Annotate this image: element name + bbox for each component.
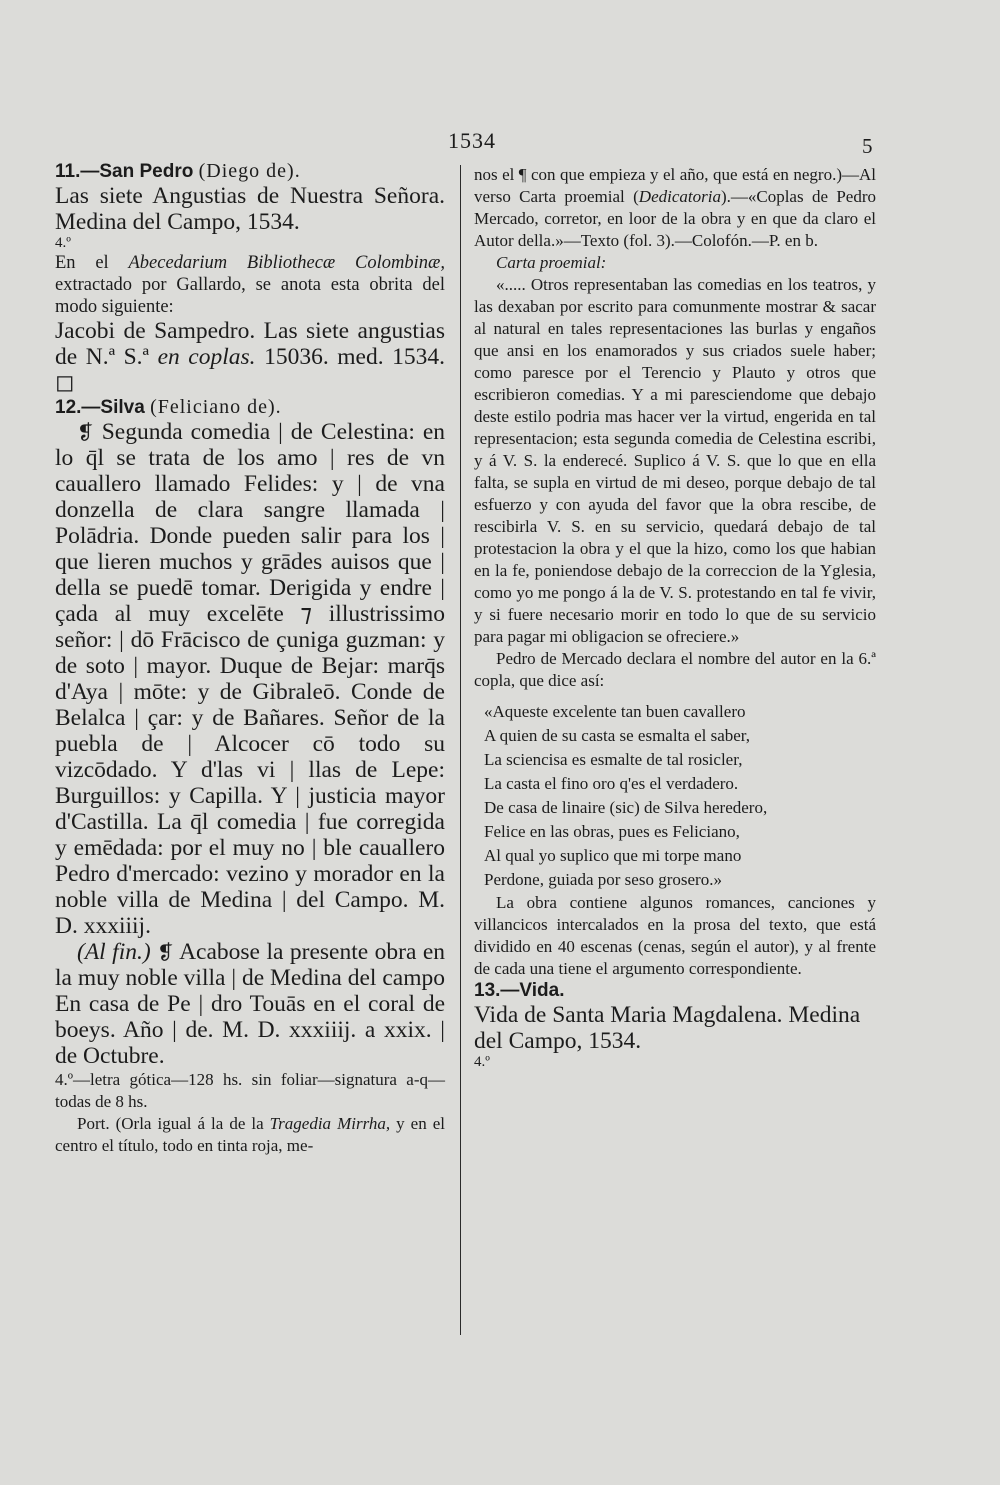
entry-12-format: 4.º—letra gótica—128 hs. sin foliar—signatura a-q—todas de 8 hs. <box>55 1070 445 1111</box>
entry-12-heading <box>55 396 445 419</box>
entry-12-number-name: 12.—Silva <box>55 397 145 418</box>
entry-13-heading: 13.—Vida. <box>474 980 565 1001</box>
port-text-rest: y en el centro el título, todo en tinta roja, me- <box>55 1114 445 1155</box>
entry-12-colophon <box>55 939 445 1069</box>
quote-text: Jacobi de Sampedro. Las siete angustias de N.ª S.ª <box>55 318 445 370</box>
carta-proemial-label: Carta proemial: <box>496 253 607 272</box>
entry-12-title <box>55 419 445 939</box>
entry-11-quote <box>55 318 445 396</box>
running-head-year: 1534 <box>448 128 496 153</box>
port-text: Port. (Orla igual á la de la <box>77 1114 270 1133</box>
port-italic: Tragedia Mirrha, <box>269 1114 391 1133</box>
left-column <box>55 160 445 1157</box>
entry-11-format: 4.º <box>55 235 71 251</box>
note-text-rest: extractado por Gallardo, se anota esta obrita del modo siguiente: <box>55 275 445 317</box>
page-number: 5 <box>862 134 873 158</box>
quote-text-rest: 15036. med. 1534. ◻ <box>55 344 445 396</box>
entry-12-continuation <box>474 164 876 252</box>
entry-11-title: Las siete Angustias de Nuestra Señora. Medina del Campo, 1534. <box>55 183 445 235</box>
verse-line: Perdone, guiada por seso grosero.» <box>484 870 722 889</box>
carta-proemial-text: «..... Otros representaban las comedias en los teatros, y las dexaban por escrito para comunmente mostrar & sacar al natural en tales representaciones las burlas y engaños que ansi en los enamorados y sus criados suele haber; como paresce por el Terencio y Plauto y otros que escribieron comedias. Y a mi paresciendome que debajo deste estilo podria mas hacer ver la virtud, engerida en tal representacion; esta segunda comedia de Celestina escribi, y á V. S. la enderecé. Suplico á V. S. que lo que en ella falta, se supla en virtud de mi deseo, porque debajo de tal esfuerzo y con ayuda del favor que la obra rescibe, de rescibirla V. S. en su servicio, quedará debajo de tal protestacion la obra y el que la hizo, como los que habian en la fe, poniendose debajo de la correccion de la Yglesia, como yo me pongo á la de V. S. protestando en tal fe vivir, y si fuere necesario morir en todo lo que de su servicio para pagar mi obligacion se ofreciere.» <box>474 275 876 646</box>
verse-line: «Aqueste excelente tan buen cavallero <box>484 702 746 721</box>
entry-12-author: (Feliciano de). <box>150 396 282 418</box>
column-divider <box>460 165 461 1335</box>
verse-block <box>474 700 876 892</box>
note-source-title: Abecedarium Bibliothecæ Colombinæ, <box>128 253 446 273</box>
note-text: En el <box>55 253 129 273</box>
right-column <box>474 164 876 1071</box>
quote-italic: en coplas. <box>157 344 256 370</box>
verse-line: De casa de linaire (sic) de Silva heredero, <box>484 798 768 817</box>
entry-13-title: Vida de Santa Maria Magdalena. Medina del Campo, 1534. <box>474 1002 861 1054</box>
verse-line: La sciencisa es esmalte de tal rosicler, <box>484 750 743 769</box>
summary-text: La obra contiene algunos romances, canciones y villancicos intercalados en la prosa del texto, que está dividido en 40 escenas (cenas, según el autor), y al frente de cada una tiene el argumento correspondiente. <box>474 893 876 978</box>
verse-line: La casta el fino oro q'es el verdadero. <box>484 774 739 793</box>
entry-12-port <box>55 1113 445 1157</box>
colophon-label: (Al fin.) <box>77 939 151 965</box>
colophon-text: Acabose la presente obra en la muy noble villa | de Medina del campo En casa de Pe | dro Touās en el coral de boeys. Año | de. M. D. xxxiiij. a xxix. | de Octubre. <box>55 939 446 1069</box>
verse-line: Felice en las obras, pues es Feliciano, <box>484 822 740 841</box>
continuation-italic: Dedicatoria <box>638 187 721 206</box>
pilcrow-icon: ❡ <box>77 420 94 444</box>
entry-12-title-text: Segunda comedia | de Celestina: en lo q̄l se trata de los amo | res de vn cauallero llamado Felides: y | de vna donzella de clara sangre llamada | Polādria. Donde pueden salir para los | que lieren muchos y grādes auisos que | della se puedē tomar. Derigida y endre | çada al muy excelēte ⁊ illustrissimo señor: | dō Frācisco de çuniga guzman: y de soto | mayor. Duque de Bejar: marq̄s d'Aya | mōte: y de Gibraleō. Conde de Belalca | çar: y de Bañares. Señor de la puebla de | Alcocer cō todo su vizcōdado. Y d'las vi | llas de Lepe: Burguillos: y Capilla. Y | justicia mayor d'Castilla. La q̄l comedia | fue corregida y emēdada: por el muy no | ble cauallero Pedro d'mercado: vezino y morador en la noble villa de Medina | del Campo. M. D. xxxiiij. <box>55 419 445 939</box>
mercado-text: Pedro de Mercado declara el nombre del autor en la 6.ª copla, que dice así: <box>474 649 876 690</box>
entry-11-number-name: 11.—San Pedro <box>55 161 194 182</box>
pilcrow-icon: ❡ <box>157 940 174 964</box>
verse-line: A quien de su casta se esmalta el saber, <box>484 726 751 745</box>
verse-line: Al qual yo suplico que mi torpe mano <box>484 846 742 865</box>
continuation-text: nos el ¶ con que empieza y el año, que está en negro.)—Al verso Carta proemial ( <box>474 165 876 206</box>
entry-11-note <box>55 252 445 318</box>
entry-11-heading <box>55 160 445 183</box>
continuation-text-rest: ).—«Coplas de Pedro Mercado, corretor, en loor de la obra y en que da claro el Autor della.»—Texto (fol. 3).—Colofón.—P. en b. <box>474 187 877 250</box>
entry-13-format: 4.º <box>474 1054 490 1070</box>
entry-11-author: (Diego de). <box>198 160 301 182</box>
